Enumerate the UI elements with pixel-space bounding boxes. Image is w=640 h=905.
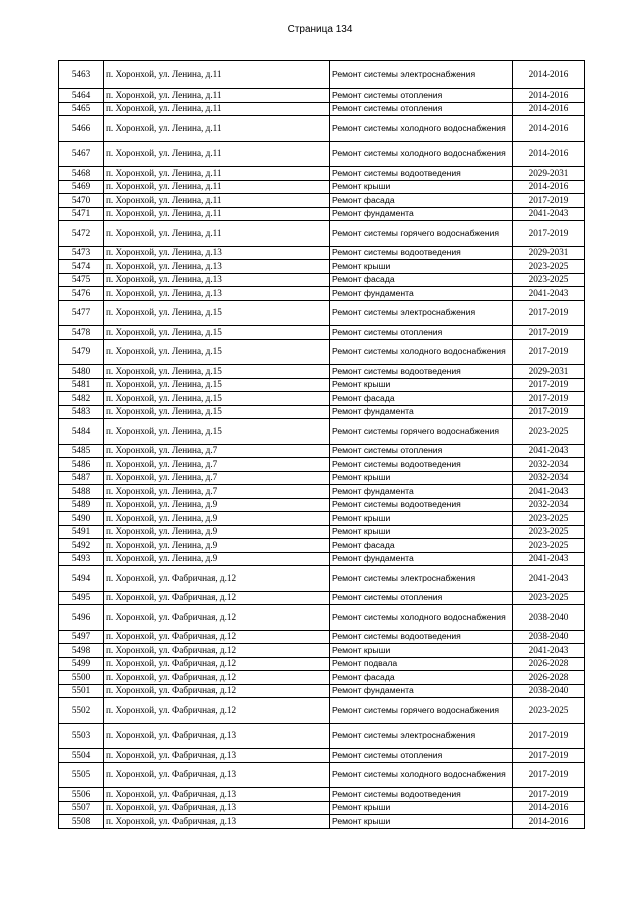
period-cell: 2023-2025 (513, 260, 585, 274)
row-number-cell: 5489 (59, 498, 104, 512)
work-type-cell: Ремонт системы водоотведения (330, 788, 513, 802)
table-row (59, 788, 585, 802)
work-type-cell: Ремонт фундамента (330, 552, 513, 566)
period-cell: 2041-2043 (513, 644, 585, 658)
work-type-cell: Ремонт фасада (330, 671, 513, 685)
address-cell: п. Хоронхой, ул. Ленина, д.15 (104, 378, 330, 392)
work-type-cell: Ремонт системы холодного водоснабжения (330, 762, 513, 788)
address-cell: п. Хоронхой, ул. Ленина, д.11 (104, 194, 330, 208)
address-cell: п. Хоронхой, ул. Фабричная, д.12 (104, 630, 330, 644)
address-cell: п. Хоронхой, ул. Фабричная, д.13 (104, 749, 330, 763)
table-row (59, 749, 585, 763)
period-cell: 2017-2019 (513, 300, 585, 326)
address-cell: п. Хоронхой, ул. Ленина, д.9 (104, 512, 330, 526)
period-cell: 2023-2025 (513, 419, 585, 445)
address-cell: п. Хоронхой, ул. Ленина, д.11 (104, 61, 330, 89)
address-cell: п. Хоронхой, ул. Фабричная, д.12 (104, 644, 330, 658)
work-type-cell: Ремонт системы водоотведения (330, 498, 513, 512)
period-cell: 2026-2028 (513, 671, 585, 685)
row-number-cell: 5497 (59, 630, 104, 644)
period-cell: 2017-2019 (513, 378, 585, 392)
period-cell: 2032-2034 (513, 458, 585, 472)
address-cell: п. Хоронхой, ул. Фабричная, д.12 (104, 591, 330, 605)
address-cell: п. Хоронхой, ул. Ленина, д.7 (104, 485, 330, 499)
work-type-cell: Ремонт системы водоотведения (330, 167, 513, 181)
address-cell: п. Хоронхой, ул. Фабричная, д.13 (104, 723, 330, 749)
work-type-cell: Ремонт системы отопления (330, 591, 513, 605)
row-number-cell: 5472 (59, 221, 104, 247)
work-type-cell: Ремонт системы водоотведения (330, 458, 513, 472)
row-number-cell: 5486 (59, 458, 104, 472)
address-cell: п. Хоронхой, ул. Ленина, д.15 (104, 326, 330, 340)
table-row (59, 525, 585, 539)
work-type-cell: Ремонт системы электроснабжения (330, 566, 513, 592)
period-cell: 2017-2019 (513, 788, 585, 802)
row-number-cell: 5494 (59, 566, 104, 592)
table-row (59, 89, 585, 103)
row-number-cell: 5465 (59, 102, 104, 116)
row-number-cell: 5488 (59, 485, 104, 499)
work-type-cell: Ремонт крыши (330, 815, 513, 829)
period-cell: 2029-2031 (513, 246, 585, 260)
row-number-cell: 5490 (59, 512, 104, 526)
work-type-cell: Ремонт системы отопления (330, 749, 513, 763)
address-cell: п. Хоронхой, ул. Ленина, д.7 (104, 471, 330, 485)
address-cell: п. Хоронхой, ул. Ленина, д.11 (104, 116, 330, 142)
address-cell: п. Хоронхой, ул. Ленина, д.13 (104, 260, 330, 274)
page-header: Страница 134 (287, 24, 353, 35)
work-type-cell: Ремонт системы отопления (330, 89, 513, 103)
address-cell: п. Хоронхой, ул. Фабричная, д.13 (104, 788, 330, 802)
row-number-cell: 5481 (59, 378, 104, 392)
work-type-cell: Ремонт системы электроснабжения (330, 61, 513, 89)
table-row (59, 194, 585, 208)
table-row (59, 260, 585, 274)
work-type-cell: Ремонт системы электроснабжения (330, 300, 513, 326)
period-cell: 2017-2019 (513, 723, 585, 749)
period-cell: 2023-2025 (513, 273, 585, 287)
work-type-cell: Ремонт крыши (330, 378, 513, 392)
work-type-cell: Ремонт системы водоотведения (330, 630, 513, 644)
period-cell: 2029-2031 (513, 365, 585, 379)
work-type-cell: Ремонт крыши (330, 180, 513, 194)
period-cell: 2014-2016 (513, 102, 585, 116)
address-cell: п. Хоронхой, ул. Фабричная, д.13 (104, 815, 330, 829)
period-cell: 2017-2019 (513, 392, 585, 406)
period-cell: 2023-2025 (513, 539, 585, 553)
table-row (59, 273, 585, 287)
row-number-cell: 5491 (59, 525, 104, 539)
period-cell: 2041-2043 (513, 485, 585, 499)
address-cell: п. Хоронхой, ул. Ленина, д.9 (104, 498, 330, 512)
work-type-cell: Ремонт системы отопления (330, 102, 513, 116)
row-number-cell: 5485 (59, 444, 104, 458)
table-row (59, 141, 585, 167)
period-cell: 2041-2043 (513, 552, 585, 566)
address-cell: п. Хоронхой, ул. Ленина, д.11 (104, 167, 330, 181)
table-row (59, 167, 585, 181)
work-type-cell: Ремонт системы горячего водоснабжения (330, 698, 513, 724)
period-cell: 2032-2034 (513, 471, 585, 485)
address-cell: п. Хоронхой, ул. Ленина, д.7 (104, 458, 330, 472)
period-cell: 2029-2031 (513, 167, 585, 181)
address-cell: п. Хоронхой, ул. Ленина, д.13 (104, 287, 330, 301)
table-row (59, 444, 585, 458)
period-cell: 2017-2019 (513, 749, 585, 763)
row-number-cell: 5506 (59, 788, 104, 802)
row-number-cell: 5487 (59, 471, 104, 485)
row-number-cell: 5477 (59, 300, 104, 326)
table-row (59, 102, 585, 116)
address-cell: п. Хоронхой, ул. Ленина, д.11 (104, 89, 330, 103)
row-number-cell: 5470 (59, 194, 104, 208)
table-row (59, 339, 585, 365)
period-cell: 2014-2016 (513, 89, 585, 103)
period-cell: 2041-2043 (513, 207, 585, 221)
table-row (59, 498, 585, 512)
row-number-cell: 5476 (59, 287, 104, 301)
work-type-cell: Ремонт фасада (330, 392, 513, 406)
table-row (59, 300, 585, 326)
row-number-cell: 5463 (59, 61, 104, 89)
period-cell: 2017-2019 (513, 405, 585, 419)
period-cell: 2041-2043 (513, 444, 585, 458)
row-number-cell: 5479 (59, 339, 104, 365)
table-row (59, 644, 585, 658)
row-number-cell: 5467 (59, 141, 104, 167)
row-number-cell: 5498 (59, 644, 104, 658)
work-type-cell: Ремонт крыши (330, 801, 513, 815)
work-type-cell: Ремонт системы холодного водоснабжения (330, 339, 513, 365)
row-number-cell: 5468 (59, 167, 104, 181)
work-type-cell: Ремонт крыши (330, 525, 513, 539)
address-cell: п. Хоронхой, ул. Ленина, д.13 (104, 246, 330, 260)
work-type-cell: Ремонт фундамента (330, 485, 513, 499)
period-cell: 2017-2019 (513, 339, 585, 365)
period-cell: 2038-2040 (513, 605, 585, 631)
table-row (59, 723, 585, 749)
period-cell: 2026-2028 (513, 657, 585, 671)
work-type-cell: Ремонт фундамента (330, 405, 513, 419)
period-cell: 2023-2025 (513, 698, 585, 724)
address-cell: п. Хоронхой, ул. Фабричная, д.13 (104, 801, 330, 815)
table-row (59, 471, 585, 485)
table-row (59, 801, 585, 815)
table-row (59, 485, 585, 499)
table-row (59, 287, 585, 301)
row-number-cell: 5501 (59, 684, 104, 698)
work-type-cell: Ремонт фасада (330, 539, 513, 553)
work-type-cell: Ремонт крыши (330, 644, 513, 658)
period-cell: 2023-2025 (513, 591, 585, 605)
work-type-cell: Ремонт фасада (330, 194, 513, 208)
address-cell: п. Хоронхой, ул. Ленина, д.15 (104, 405, 330, 419)
row-number-cell: 5507 (59, 801, 104, 815)
table-row (59, 180, 585, 194)
row-number-cell: 5496 (59, 605, 104, 631)
work-type-cell: Ремонт системы горячего водоснабжения (330, 221, 513, 247)
table-row (59, 684, 585, 698)
period-cell: 2014-2016 (513, 815, 585, 829)
row-number-cell: 5503 (59, 723, 104, 749)
address-cell: п. Хоронхой, ул. Ленина, д.11 (104, 207, 330, 221)
row-number-cell: 5493 (59, 552, 104, 566)
row-number-cell: 5504 (59, 749, 104, 763)
work-type-cell: Ремонт системы отопления (330, 326, 513, 340)
address-cell: п. Хоронхой, ул. Фабричная, д.13 (104, 762, 330, 788)
repair-schedule-table (58, 60, 585, 829)
period-cell: 2023-2025 (513, 525, 585, 539)
address-cell: п. Хоронхой, ул. Ленина, д.9 (104, 539, 330, 553)
address-cell: п. Хоронхой, ул. Ленина, д.9 (104, 552, 330, 566)
work-type-cell: Ремонт системы водоотведения (330, 365, 513, 379)
row-number-cell: 5471 (59, 207, 104, 221)
row-number-cell: 5478 (59, 326, 104, 340)
table-row (59, 326, 585, 340)
period-cell: 2014-2016 (513, 61, 585, 89)
table-row (59, 221, 585, 247)
table-row (59, 207, 585, 221)
table-row (59, 512, 585, 526)
work-type-cell: Ремонт фундамента (330, 207, 513, 221)
address-cell: п. Хоронхой, ул. Ленина, д.11 (104, 102, 330, 116)
row-number-cell: 5492 (59, 539, 104, 553)
row-number-cell: 5473 (59, 246, 104, 260)
table-row (59, 762, 585, 788)
row-number-cell: 5483 (59, 405, 104, 419)
table-row (59, 630, 585, 644)
work-type-cell: Ремонт системы горячего водоснабжения (330, 419, 513, 445)
period-cell: 2023-2025 (513, 512, 585, 526)
table-row (59, 552, 585, 566)
work-type-cell: Ремонт системы холодного водоснабжения (330, 141, 513, 167)
address-cell: п. Хоронхой, ул. Ленина, д.11 (104, 141, 330, 167)
address-cell: п. Хоронхой, ул. Фабричная, д.12 (104, 605, 330, 631)
row-number-cell: 5464 (59, 89, 104, 103)
table-row (59, 392, 585, 406)
table-row (59, 405, 585, 419)
table-row (59, 419, 585, 445)
work-type-cell: Ремонт системы холодного водоснабжения (330, 605, 513, 631)
table-row (59, 458, 585, 472)
work-type-cell: Ремонт фундамента (330, 287, 513, 301)
address-cell: п. Хоронхой, ул. Ленина, д.7 (104, 444, 330, 458)
row-number-cell: 5484 (59, 419, 104, 445)
table-row (59, 246, 585, 260)
address-cell: п. Хоронхой, ул. Фабричная, д.12 (104, 671, 330, 685)
table-row (59, 605, 585, 631)
table-row (59, 671, 585, 685)
table-row (59, 116, 585, 142)
period-cell: 2014-2016 (513, 141, 585, 167)
table-row (59, 591, 585, 605)
row-number-cell: 5474 (59, 260, 104, 274)
period-cell: 2014-2016 (513, 116, 585, 142)
work-type-cell: Ремонт крыши (330, 260, 513, 274)
period-cell: 2017-2019 (513, 326, 585, 340)
work-type-cell: Ремонт крыши (330, 512, 513, 526)
row-number-cell: 5499 (59, 657, 104, 671)
address-cell: п. Хоронхой, ул. Ленина, д.15 (104, 392, 330, 406)
address-cell: п. Хоронхой, ул. Ленина, д.15 (104, 339, 330, 365)
row-number-cell: 5500 (59, 671, 104, 685)
address-cell: п. Хоронхой, ул. Фабричная, д.12 (104, 698, 330, 724)
work-type-cell: Ремонт системы холодного водоснабжения (330, 116, 513, 142)
table-row (59, 657, 585, 671)
row-number-cell: 5495 (59, 591, 104, 605)
work-type-cell: Ремонт системы отопления (330, 444, 513, 458)
table-row (59, 815, 585, 829)
work-type-cell: Ремонт фасада (330, 273, 513, 287)
row-number-cell: 5466 (59, 116, 104, 142)
period-cell: 2017-2019 (513, 221, 585, 247)
period-cell: 2017-2019 (513, 762, 585, 788)
table-row (59, 539, 585, 553)
work-type-cell: Ремонт подвала (330, 657, 513, 671)
period-cell: 2041-2043 (513, 566, 585, 592)
table-row (59, 698, 585, 724)
row-number-cell: 5480 (59, 365, 104, 379)
row-number-cell: 5475 (59, 273, 104, 287)
address-cell: п. Хоронхой, ул. Ленина, д.15 (104, 365, 330, 379)
row-number-cell: 5469 (59, 180, 104, 194)
period-cell: 2041-2043 (513, 287, 585, 301)
address-cell: п. Хоронхой, ул. Фабричная, д.12 (104, 657, 330, 671)
address-cell: п. Хоронхой, ул. Ленина, д.15 (104, 419, 330, 445)
period-cell: 2032-2034 (513, 498, 585, 512)
work-type-cell: Ремонт системы электроснабжения (330, 723, 513, 749)
row-number-cell: 5508 (59, 815, 104, 829)
work-type-cell: Ремонт фундамента (330, 684, 513, 698)
address-cell: п. Хоронхой, ул. Ленина, д.15 (104, 300, 330, 326)
table-row (59, 365, 585, 379)
period-cell: 2014-2016 (513, 180, 585, 194)
address-cell: п. Хоронхой, ул. Фабричная, д.12 (104, 684, 330, 698)
row-number-cell: 5482 (59, 392, 104, 406)
work-type-cell: Ремонт системы водоотведения (330, 246, 513, 260)
row-number-cell: 5502 (59, 698, 104, 724)
table-row (59, 378, 585, 392)
period-cell: 2014-2016 (513, 801, 585, 815)
work-type-cell: Ремонт крыши (330, 471, 513, 485)
period-cell: 2017-2019 (513, 194, 585, 208)
table-body (59, 61, 585, 829)
address-cell: п. Хоронхой, ул. Ленина, д.11 (104, 180, 330, 194)
period-cell: 2038-2040 (513, 684, 585, 698)
period-cell: 2038-2040 (513, 630, 585, 644)
address-cell: п. Хоронхой, ул. Ленина, д.9 (104, 525, 330, 539)
table-row (59, 61, 585, 89)
table-row (59, 566, 585, 592)
address-cell: п. Хоронхой, ул. Фабричная, д.12 (104, 566, 330, 592)
address-cell: п. Хоронхой, ул. Ленина, д.13 (104, 273, 330, 287)
row-number-cell: 5505 (59, 762, 104, 788)
address-cell: п. Хоронхой, ул. Ленина, д.11 (104, 221, 330, 247)
